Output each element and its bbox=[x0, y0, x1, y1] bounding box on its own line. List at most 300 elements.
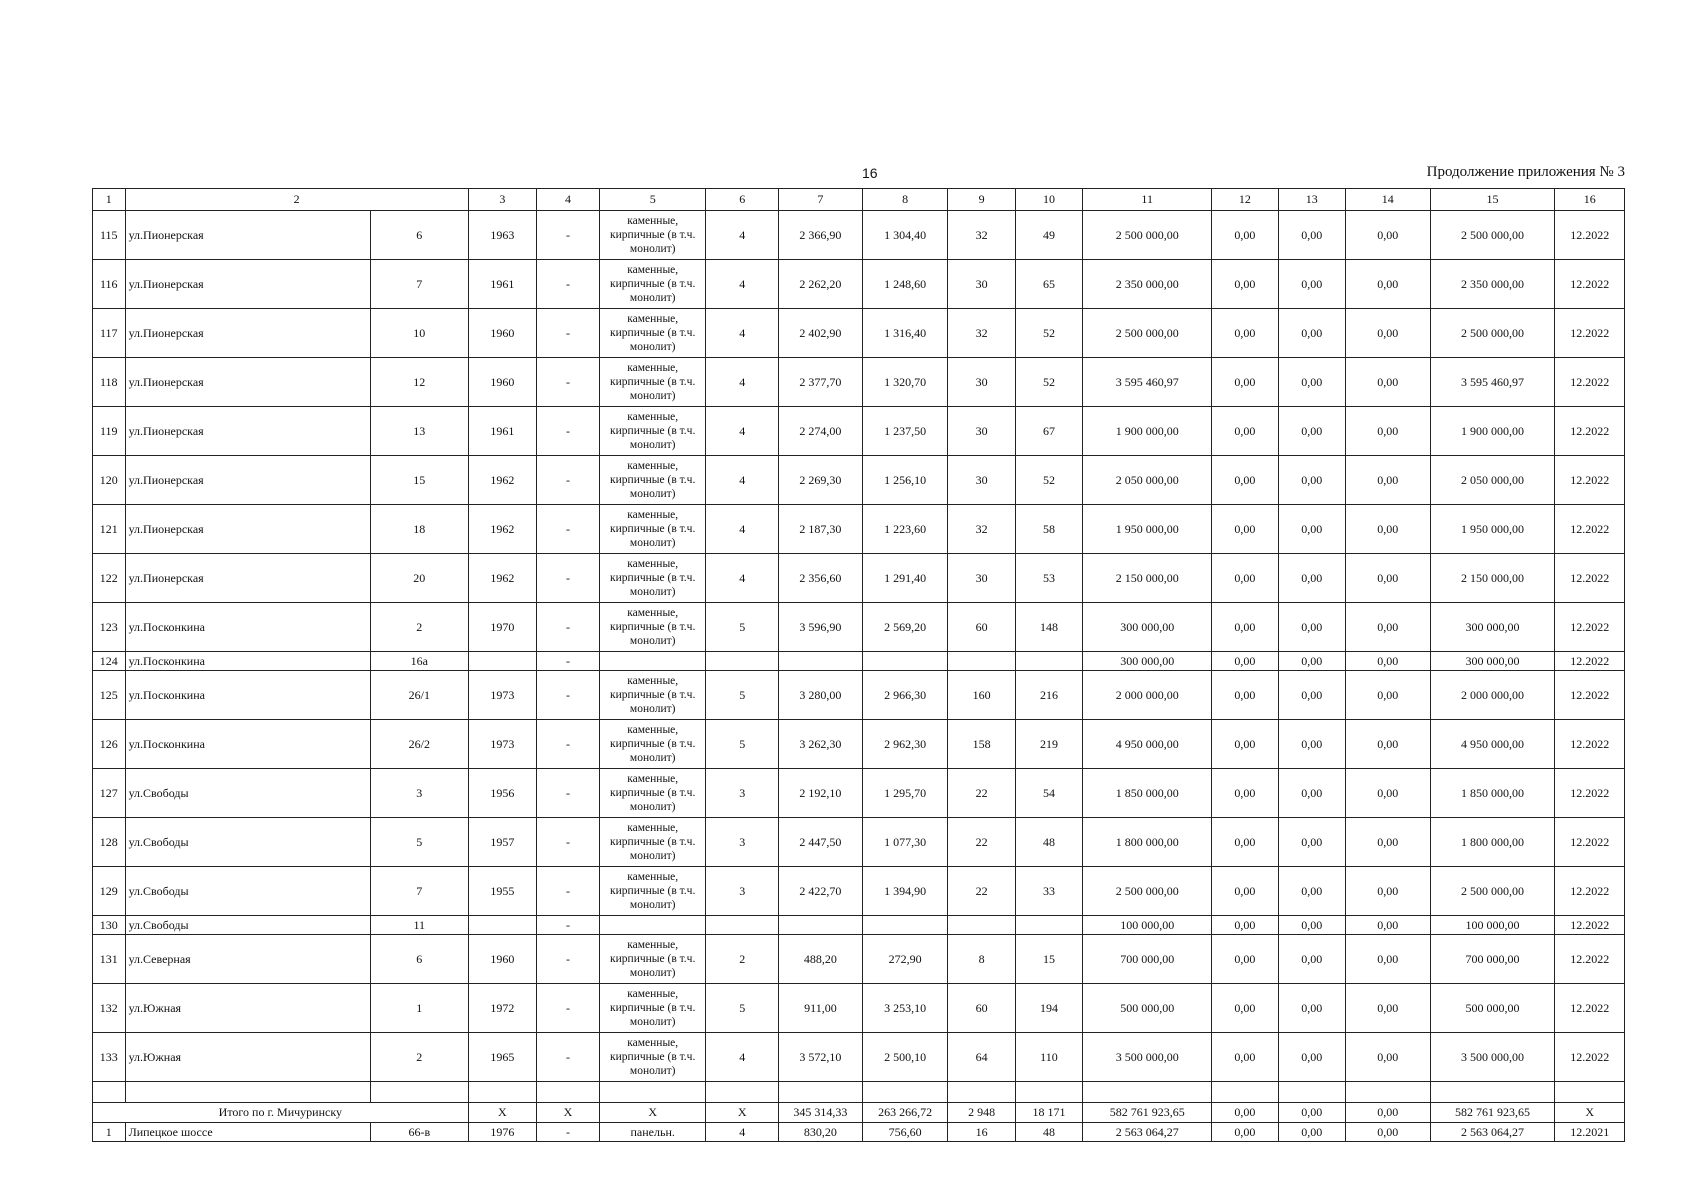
house-number: 6 bbox=[370, 211, 468, 260]
col-9-value: 30 bbox=[948, 260, 1015, 309]
row-number: 123 bbox=[93, 603, 126, 652]
total-area: 3 572,10 bbox=[779, 1033, 863, 1082]
wall-material: каменные, кирпичные (в т.ч. монолит) bbox=[600, 867, 706, 916]
completion-date: 12.2022 bbox=[1555, 260, 1625, 309]
build-year: 1972 bbox=[468, 984, 536, 1033]
wall-material: каменные, кирпичные (в т.ч. монолит) bbox=[600, 260, 706, 309]
living-area: 1 291,40 bbox=[862, 554, 948, 603]
floor-count: 4 bbox=[706, 554, 779, 603]
col-9-value: 30 bbox=[948, 407, 1015, 456]
row-number: 119 bbox=[93, 407, 126, 456]
completion-date: 12.2022 bbox=[1555, 984, 1625, 1033]
col-14-value: 0,00 bbox=[1345, 652, 1430, 671]
total-col-6: X bbox=[706, 1103, 779, 1123]
total-area: 2 269,30 bbox=[779, 456, 863, 505]
blank-row bbox=[93, 1082, 1625, 1103]
wall-material: панельн. bbox=[600, 1123, 706, 1142]
blank-cell bbox=[1278, 1082, 1345, 1103]
build-year bbox=[468, 916, 536, 935]
col-13-value: 0,00 bbox=[1278, 505, 1345, 554]
col-12-value: 0,00 bbox=[1212, 358, 1278, 407]
column-number-header: 8 bbox=[862, 189, 948, 211]
col-14-value: 0,00 bbox=[1345, 818, 1430, 867]
table-row bbox=[93, 407, 1625, 456]
blank-cell bbox=[537, 1082, 600, 1103]
col-13-value: 0,00 bbox=[1278, 916, 1345, 935]
build-year: 1973 bbox=[468, 671, 536, 720]
total-col-14: 0,00 bbox=[1345, 1103, 1430, 1123]
col-13-value: 0,00 bbox=[1278, 554, 1345, 603]
living-area: 1 320,70 bbox=[862, 358, 948, 407]
repair-cost: 700 000,00 bbox=[1083, 935, 1212, 984]
build-year: 1961 bbox=[468, 407, 536, 456]
wall-material: каменные, кирпичные (в т.ч. монолит) bbox=[600, 211, 706, 260]
total-area: 2 377,70 bbox=[779, 358, 863, 407]
blank-cell bbox=[125, 1082, 370, 1103]
row-number: 118 bbox=[93, 358, 126, 407]
house-number: 7 bbox=[370, 867, 468, 916]
col-10-value: 216 bbox=[1015, 671, 1082, 720]
wall-material: каменные, кирпичные (в т.ч. монолит) bbox=[600, 456, 706, 505]
house-number: 11 bbox=[370, 916, 468, 935]
house-number: 5 bbox=[370, 818, 468, 867]
row-number: 127 bbox=[93, 769, 126, 818]
col-12-value: 0,00 bbox=[1212, 818, 1278, 867]
completion-date: 12.2022 bbox=[1555, 818, 1625, 867]
total-col-13: 0,00 bbox=[1278, 1103, 1345, 1123]
blank-cell bbox=[1083, 1082, 1212, 1103]
total-area: 911,00 bbox=[779, 984, 863, 1033]
floor-count: 4 bbox=[706, 407, 779, 456]
living-area: 2 500,10 bbox=[862, 1033, 948, 1082]
col-4-value: - bbox=[537, 984, 600, 1033]
build-year: 1960 bbox=[468, 935, 536, 984]
blank-cell bbox=[1345, 1082, 1430, 1103]
table-row bbox=[93, 260, 1625, 309]
col-10-value: 219 bbox=[1015, 720, 1082, 769]
row-number: 115 bbox=[93, 211, 126, 260]
col-4-value: - bbox=[537, 1123, 600, 1142]
col-4-value: - bbox=[537, 456, 600, 505]
col-4-value: - bbox=[537, 603, 600, 652]
col-4-value: - bbox=[537, 358, 600, 407]
col-12-value: 0,00 bbox=[1212, 407, 1278, 456]
table-body bbox=[93, 189, 1625, 1142]
total-col-4: X bbox=[537, 1103, 600, 1123]
col-13-value: 0,00 bbox=[1278, 211, 1345, 260]
table-row bbox=[93, 984, 1625, 1033]
col-15-value: 500 000,00 bbox=[1430, 984, 1555, 1033]
living-area: 1 248,60 bbox=[862, 260, 948, 309]
floor-count: 4 bbox=[706, 505, 779, 554]
col-12-value: 0,00 bbox=[1212, 211, 1278, 260]
blank-cell bbox=[706, 1082, 779, 1103]
col-13-value: 0,00 bbox=[1278, 671, 1345, 720]
total-area: 2 187,30 bbox=[779, 505, 863, 554]
street-name: ул.Посконкина bbox=[125, 603, 370, 652]
total-area: 2 422,70 bbox=[779, 867, 863, 916]
column-number-header: 4 bbox=[537, 189, 600, 211]
street-name: ул.Южная bbox=[125, 1033, 370, 1082]
col-9-value: 64 bbox=[948, 1033, 1015, 1082]
col-12-value: 0,00 bbox=[1212, 1033, 1278, 1082]
repair-cost: 300 000,00 bbox=[1083, 603, 1212, 652]
col-10-value: 48 bbox=[1015, 1123, 1082, 1142]
col-15-value: 1 850 000,00 bbox=[1430, 769, 1555, 818]
street-name: ул.Пионерская bbox=[125, 554, 370, 603]
column-number-header: 12 bbox=[1212, 189, 1278, 211]
column-number-header: 7 bbox=[779, 189, 863, 211]
col-4-value: - bbox=[537, 652, 600, 671]
col-15-value: 2 050 000,00 bbox=[1430, 456, 1555, 505]
col-9-value: 8 bbox=[948, 935, 1015, 984]
floor-count: 5 bbox=[706, 671, 779, 720]
col-9-value: 30 bbox=[948, 358, 1015, 407]
house-number: 1 bbox=[370, 984, 468, 1033]
col-13-value: 0,00 bbox=[1278, 456, 1345, 505]
living-area: 1 295,70 bbox=[862, 769, 948, 818]
living-area: 1 237,50 bbox=[862, 407, 948, 456]
col-10-value: 52 bbox=[1015, 309, 1082, 358]
build-year: 1973 bbox=[468, 720, 536, 769]
row-number: 128 bbox=[93, 818, 126, 867]
floor-count: 3 bbox=[706, 818, 779, 867]
table-row bbox=[93, 671, 1625, 720]
col-9-value: 60 bbox=[948, 603, 1015, 652]
row-number: 122 bbox=[93, 554, 126, 603]
living-area: 1 256,10 bbox=[862, 456, 948, 505]
col-10-value: 67 bbox=[1015, 407, 1082, 456]
wall-material: каменные, кирпичные (в т.ч. монолит) bbox=[600, 769, 706, 818]
table-row bbox=[93, 1123, 1625, 1142]
col-4-value: - bbox=[537, 211, 600, 260]
build-year: 1957 bbox=[468, 818, 536, 867]
col-14-value: 0,00 bbox=[1345, 935, 1430, 984]
column-number-header: 11 bbox=[1083, 189, 1212, 211]
living-area: 1 394,90 bbox=[862, 867, 948, 916]
col-9-value: 22 bbox=[948, 818, 1015, 867]
repair-cost: 1 950 000,00 bbox=[1083, 505, 1212, 554]
street-name: ул.Посконкина bbox=[125, 720, 370, 769]
total-area: 2 262,20 bbox=[779, 260, 863, 309]
col-12-value: 0,00 bbox=[1212, 1123, 1278, 1142]
col-9-value: 22 bbox=[948, 867, 1015, 916]
col-10-value: 58 bbox=[1015, 505, 1082, 554]
col-10-value: 148 bbox=[1015, 603, 1082, 652]
total-col-10: 18 171 bbox=[1015, 1103, 1082, 1123]
col-15-value: 3 595 460,97 bbox=[1430, 358, 1555, 407]
house-number: 26/2 bbox=[370, 720, 468, 769]
col-10-value: 65 bbox=[1015, 260, 1082, 309]
house-number: 2 bbox=[370, 1033, 468, 1082]
completion-date: 12.2022 bbox=[1555, 358, 1625, 407]
col-10-value: 54 bbox=[1015, 769, 1082, 818]
col-14-value: 0,00 bbox=[1345, 603, 1430, 652]
completion-date: 12.2022 bbox=[1555, 554, 1625, 603]
floor-count: 5 bbox=[706, 984, 779, 1033]
repair-cost: 100 000,00 bbox=[1083, 916, 1212, 935]
floor-count: 4 bbox=[706, 1123, 779, 1142]
column-number-header: 10 bbox=[1015, 189, 1082, 211]
table-row bbox=[93, 358, 1625, 407]
total-area: 2 402,90 bbox=[779, 309, 863, 358]
col-13-value: 0,00 bbox=[1278, 769, 1345, 818]
col-12-value: 0,00 bbox=[1212, 867, 1278, 916]
col-13-value: 0,00 bbox=[1278, 1033, 1345, 1082]
row-number: 120 bbox=[93, 456, 126, 505]
completion-date: 12.2021 bbox=[1555, 1123, 1625, 1142]
repair-cost: 1 800 000,00 bbox=[1083, 818, 1212, 867]
blank-cell bbox=[948, 1082, 1015, 1103]
total-area bbox=[779, 652, 863, 671]
completion-date: 12.2022 bbox=[1555, 935, 1625, 984]
build-year: 1976 bbox=[468, 1123, 536, 1142]
floor-count: 5 bbox=[706, 720, 779, 769]
repair-cost: 1 900 000,00 bbox=[1083, 407, 1212, 456]
total-cost: 582 761 923,65 bbox=[1083, 1103, 1212, 1123]
col-14-value: 0,00 bbox=[1345, 358, 1430, 407]
repair-cost: 3 500 000,00 bbox=[1083, 1033, 1212, 1082]
repair-cost: 300 000,00 bbox=[1083, 652, 1212, 671]
housing-register-table bbox=[92, 188, 1625, 1142]
col-9-value: 22 bbox=[948, 769, 1015, 818]
total-area bbox=[779, 916, 863, 935]
col-10-value: 33 bbox=[1015, 867, 1082, 916]
total-col-5: X bbox=[600, 1103, 706, 1123]
wall-material: каменные, кирпичные (в т.ч. монолит) bbox=[600, 935, 706, 984]
table-row bbox=[93, 720, 1625, 769]
house-number: 6 bbox=[370, 935, 468, 984]
row-number: 131 bbox=[93, 935, 126, 984]
build-year: 1956 bbox=[468, 769, 536, 818]
street-name: ул.Пионерская bbox=[125, 456, 370, 505]
col-4-value: - bbox=[537, 916, 600, 935]
floor-count: 3 bbox=[706, 867, 779, 916]
row-number: 125 bbox=[93, 671, 126, 720]
col-15-value: 2 563 064,27 bbox=[1430, 1123, 1555, 1142]
table-row bbox=[93, 1033, 1625, 1082]
col-4-value: - bbox=[537, 407, 600, 456]
repair-cost: 2 350 000,00 bbox=[1083, 260, 1212, 309]
col-13-value: 0,00 bbox=[1278, 603, 1345, 652]
total-area: 2 356,60 bbox=[779, 554, 863, 603]
col-13-value: 0,00 bbox=[1278, 984, 1345, 1033]
col-9-value: 30 bbox=[948, 554, 1015, 603]
street-name: ул.Свободы bbox=[125, 867, 370, 916]
col-15-value: 1 950 000,00 bbox=[1430, 505, 1555, 554]
house-number: 18 bbox=[370, 505, 468, 554]
table-row bbox=[93, 652, 1625, 671]
build-year: 1970 bbox=[468, 603, 536, 652]
wall-material: каменные, кирпичные (в т.ч. монолит) bbox=[600, 984, 706, 1033]
col-9-value: 60 bbox=[948, 984, 1015, 1033]
col-13-value: 0,00 bbox=[1278, 1123, 1345, 1142]
street-name: ул.Южная bbox=[125, 984, 370, 1033]
table-row bbox=[93, 769, 1625, 818]
house-number: 13 bbox=[370, 407, 468, 456]
col-10-value: 48 bbox=[1015, 818, 1082, 867]
blank-cell bbox=[1430, 1082, 1555, 1103]
floor-count: 5 bbox=[706, 603, 779, 652]
wall-material: каменные, кирпичные (в т.ч. монолит) bbox=[600, 554, 706, 603]
col-12-value: 0,00 bbox=[1212, 671, 1278, 720]
col-15-value: 2 500 000,00 bbox=[1430, 211, 1555, 260]
col-4-value: - bbox=[537, 935, 600, 984]
col-14-value: 0,00 bbox=[1345, 309, 1430, 358]
col-10-value: 15 bbox=[1015, 935, 1082, 984]
completion-date: 12.2022 bbox=[1555, 769, 1625, 818]
col-10-value: 110 bbox=[1015, 1033, 1082, 1082]
total-col-15: 582 761 923,65 bbox=[1430, 1103, 1555, 1123]
col-14-value: 0,00 bbox=[1345, 1033, 1430, 1082]
col-15-value: 100 000,00 bbox=[1430, 916, 1555, 935]
col-12-value: 0,00 bbox=[1212, 916, 1278, 935]
col-10-value bbox=[1015, 916, 1082, 935]
col-14-value: 0,00 bbox=[1345, 407, 1430, 456]
col-14-value: 0,00 bbox=[1345, 984, 1430, 1033]
wall-material: каменные, кирпичные (в т.ч. монолит) bbox=[600, 407, 706, 456]
street-name: ул.Пионерская bbox=[125, 211, 370, 260]
col-13-value: 0,00 bbox=[1278, 309, 1345, 358]
col-15-value: 700 000,00 bbox=[1430, 935, 1555, 984]
col-10-value: 52 bbox=[1015, 358, 1082, 407]
living-area: 756,60 bbox=[862, 1123, 948, 1142]
col-9-value: 32 bbox=[948, 505, 1015, 554]
house-number: 20 bbox=[370, 554, 468, 603]
floor-count: 4 bbox=[706, 456, 779, 505]
table-row bbox=[93, 505, 1625, 554]
completion-date: 12.2022 bbox=[1555, 867, 1625, 916]
build-year: 1960 bbox=[468, 358, 536, 407]
living-area bbox=[862, 916, 948, 935]
col-13-value: 0,00 bbox=[1278, 358, 1345, 407]
col-14-value: 0,00 bbox=[1345, 720, 1430, 769]
total-label: Итого по г. Мичуринску bbox=[93, 1103, 469, 1123]
col-14-value: 0,00 bbox=[1345, 505, 1430, 554]
col-10-value: 194 bbox=[1015, 984, 1082, 1033]
street-name: ул.Пионерская bbox=[125, 260, 370, 309]
col-4-value: - bbox=[537, 1033, 600, 1082]
total-area: 2 192,10 bbox=[779, 769, 863, 818]
col-12-value: 0,00 bbox=[1212, 505, 1278, 554]
street-name: ул.Свободы bbox=[125, 916, 370, 935]
col-14-value: 0,00 bbox=[1345, 916, 1430, 935]
row-number: 116 bbox=[93, 260, 126, 309]
col-14-value: 0,00 bbox=[1345, 260, 1430, 309]
col-15-value: 2 150 000,00 bbox=[1430, 554, 1555, 603]
street-name: ул.Посконкина bbox=[125, 671, 370, 720]
table-row bbox=[93, 309, 1625, 358]
street-name: ул.Свободы bbox=[125, 818, 370, 867]
build-year: 1960 bbox=[468, 309, 536, 358]
total-area: 2 447,50 bbox=[779, 818, 863, 867]
living-area: 1 316,40 bbox=[862, 309, 948, 358]
col-9-value: 160 bbox=[948, 671, 1015, 720]
col-13-value: 0,00 bbox=[1278, 652, 1345, 671]
col-14-value: 0,00 bbox=[1345, 671, 1430, 720]
repair-cost: 3 595 460,97 bbox=[1083, 358, 1212, 407]
floor-count: 4 bbox=[706, 358, 779, 407]
col-4-value: - bbox=[537, 554, 600, 603]
completion-date: 12.2022 bbox=[1555, 505, 1625, 554]
table-row bbox=[93, 211, 1625, 260]
blank-cell bbox=[600, 1082, 706, 1103]
house-number: 12 bbox=[370, 358, 468, 407]
completion-date: 12.2022 bbox=[1555, 407, 1625, 456]
repair-cost: 2 500 000,00 bbox=[1083, 211, 1212, 260]
repair-cost: 2 000 000,00 bbox=[1083, 671, 1212, 720]
total-col-12: 0,00 bbox=[1212, 1103, 1278, 1123]
street-name: ул.Пионерская bbox=[125, 407, 370, 456]
blank-cell bbox=[1015, 1082, 1082, 1103]
col-4-value: - bbox=[537, 769, 600, 818]
col-13-value: 0,00 bbox=[1278, 867, 1345, 916]
header-row bbox=[93, 189, 1625, 211]
col-9-value: 30 bbox=[948, 456, 1015, 505]
build-year: 1962 bbox=[468, 505, 536, 554]
col-15-value: 300 000,00 bbox=[1430, 603, 1555, 652]
col-4-value: - bbox=[537, 260, 600, 309]
total-area: 830,20 bbox=[779, 1123, 863, 1142]
row-number: 124 bbox=[93, 652, 126, 671]
col-15-value: 2 350 000,00 bbox=[1430, 260, 1555, 309]
col-9-value: 16 bbox=[948, 1123, 1015, 1142]
col-4-value: - bbox=[537, 309, 600, 358]
living-area: 2 569,20 bbox=[862, 603, 948, 652]
street-name: ул.Пионерская bbox=[125, 309, 370, 358]
house-number: 26/1 bbox=[370, 671, 468, 720]
col-14-value: 0,00 bbox=[1345, 211, 1430, 260]
house-number: 7 bbox=[370, 260, 468, 309]
column-number-header: 15 bbox=[1430, 189, 1555, 211]
wall-material: каменные, кирпичные (в т.ч. монолит) bbox=[600, 1033, 706, 1082]
completion-date: 12.2022 bbox=[1555, 671, 1625, 720]
table-row bbox=[93, 456, 1625, 505]
living-area bbox=[862, 652, 948, 671]
col-15-value: 2 500 000,00 bbox=[1430, 867, 1555, 916]
wall-material: каменные, кирпичные (в т.ч. монолит) bbox=[600, 671, 706, 720]
table-row bbox=[93, 818, 1625, 867]
blank-cell bbox=[93, 1082, 126, 1103]
col-10-value bbox=[1015, 652, 1082, 671]
col-15-value: 2 000 000,00 bbox=[1430, 671, 1555, 720]
build-year: 1965 bbox=[468, 1033, 536, 1082]
col-14-value: 0,00 bbox=[1345, 1123, 1430, 1142]
blank-cell bbox=[468, 1082, 536, 1103]
col-13-value: 0,00 bbox=[1278, 935, 1345, 984]
column-number-header: 1 bbox=[93, 189, 126, 211]
col-13-value: 0,00 bbox=[1278, 720, 1345, 769]
repair-cost: 2 050 000,00 bbox=[1083, 456, 1212, 505]
floor-count: 2 bbox=[706, 935, 779, 984]
street-name: ул.Свободы bbox=[125, 769, 370, 818]
col-12-value: 0,00 bbox=[1212, 984, 1278, 1033]
floor-count bbox=[706, 652, 779, 671]
row-number: 132 bbox=[93, 984, 126, 1033]
table-row bbox=[93, 935, 1625, 984]
col-13-value: 0,00 bbox=[1278, 260, 1345, 309]
total-area: 2 366,90 bbox=[779, 211, 863, 260]
repair-cost: 2 563 064,27 bbox=[1083, 1123, 1212, 1142]
col-4-value: - bbox=[537, 818, 600, 867]
row-number: 1 bbox=[93, 1123, 126, 1142]
table-row bbox=[93, 603, 1625, 652]
living-area: 1 077,30 bbox=[862, 818, 948, 867]
total-area: 3 280,00 bbox=[779, 671, 863, 720]
col-4-value: - bbox=[537, 671, 600, 720]
column-number-header: 5 bbox=[600, 189, 706, 211]
table-row bbox=[93, 867, 1625, 916]
